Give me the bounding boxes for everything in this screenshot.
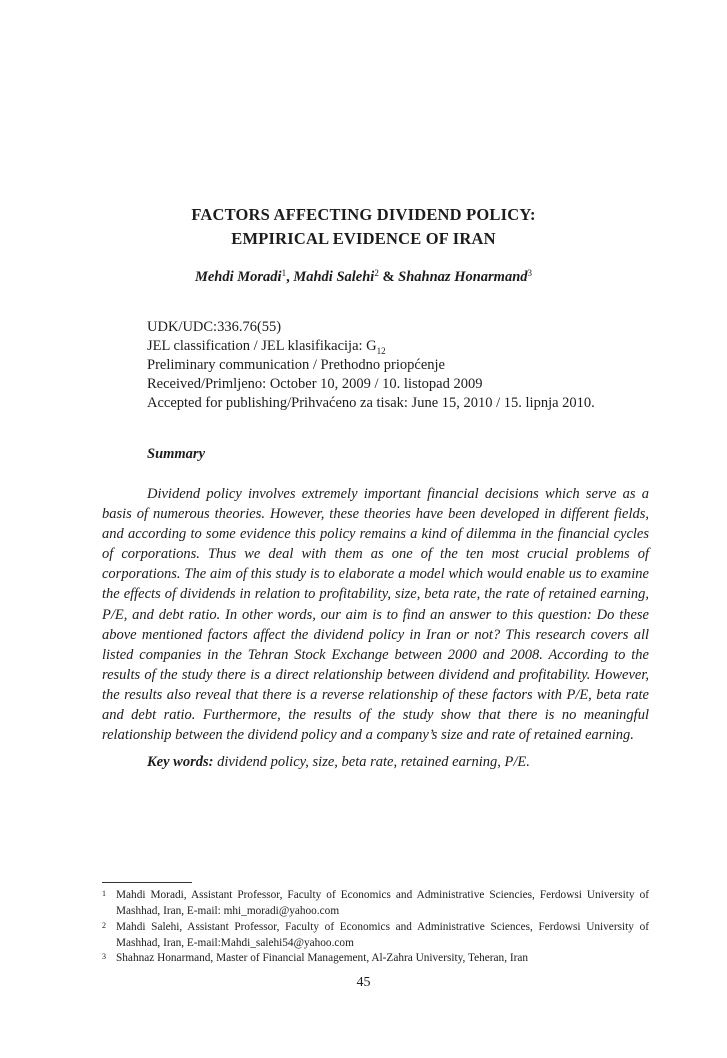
author-list [0,268,727,286]
author-2-footnote-ref: 2 [374,268,379,278]
keywords-label: Key words: [147,754,214,770]
footnote-3 [102,951,649,967]
footnote-2-number: 2 [102,921,106,930]
author-3-footnote-ref: 3 [527,268,533,278]
keywords-text: dividend policy, size, beta rate, retained earning, P/E. [213,754,530,770]
paper-title-line-2: EMPIRICAL EVIDENCE OF IRAN [231,229,496,248]
author-1: Mehdi Moradi [194,269,282,285]
received-line: Received/Primljeno: October 10, 2009 / 10. listopad 2009 [147,376,483,392]
footnote-2 [102,920,649,951]
accepted-line: Accepted for publishing/Prihvaćeno za tisak: June 15, 2010 / 15. lipnja 2010. [147,395,595,411]
summary-heading: Summary [147,446,206,462]
udk-line: UDK/UDC:336.76(55) [147,319,282,335]
author-separator-2: & [378,269,399,285]
page-number: 45 [356,975,371,990]
footnote-1-number: 1 [102,889,106,898]
author-2: Mahdi Salehi [293,269,375,285]
footnote-1-text: Mahdi Moradi, Assistant Professor, Faculty of Economics and Administrative Sciencies, Ferdowsi University of Mashhad, Iran, E-mail: mhi_moradi@yahoo.com [116,889,649,917]
paper-type-line: Preliminary communication / Prethodno priopćenje [147,357,445,373]
footnote-3-number: 3 [102,952,106,961]
author-3: Shahnaz Honarmand [398,269,528,285]
abstract-text: Dividend policy involves extremely important financial decisions which serve as a basis of numerous theories. However, these theories have been developed in different fields, and according to some evidence this policy remains a kind of dilemma in the financial cycles of corporations. Thus we deal with them as one of the ten most crucial problems of corporations. The aim of this study is to elaborate a model which would enable us to examine the effects of dividends in relation to profitability, size, beta rate, the rate of retained earning, P/E, and debt ratio. In other words, our aim is to find an answer to this question: Do these above mentioned factors affect the dividend policy in Iran or not? This research covers all listed companies in the Tehran Stock Exchange between 2000 and 2008. According to the results of the study there is a direct relationship between dividend and profitability. However, the results also reveal that there is a reverse relationship of these factors with P/E, beta rate and debt ratio. Furthermore, the results of the study show that there is no meaningful relationship between the dividend policy and a company’s size and rate of retained earning. [102,486,649,744]
author-separator-1: , [286,269,294,285]
abstract-body [102,484,649,745]
footnote-2-text: Mahdi Salehi, Assistant Professor, Faculty of Economics and Administrative Sciences, Ferdowsi University of Mashhad, Iran, E-mail:Mahdi_salehi54@yahoo.com [116,921,649,949]
author-1-footnote-ref: 1 [281,268,287,278]
footnote-separator [102,882,192,883]
keywords-line [147,754,530,771]
footnote-3-text: Shahnaz Honarmand, Master of Financial Management, Al-Zahra University, Teheran, Iran [116,952,529,964]
footnote-1 [102,888,649,919]
jel-label: JEL classification / JEL klasifikacija: G [147,338,377,354]
jel-subscript: 12 [376,346,386,356]
paper-title-line-1: FACTORS AFFECTING DIVIDEND POLICY: [191,205,536,224]
